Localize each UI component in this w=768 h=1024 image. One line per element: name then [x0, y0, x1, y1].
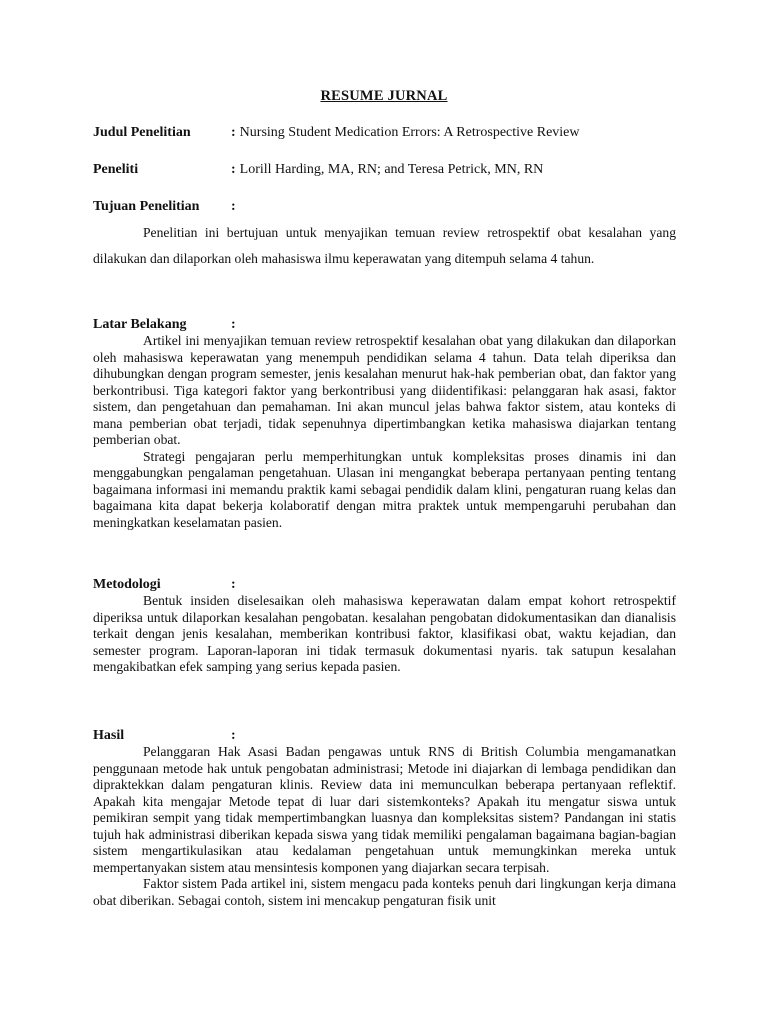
metodologi-text-block: [93, 593, 676, 676]
field-judul-penelitian: [93, 125, 580, 141]
field-value: Nursing Student Medication Errors: A Retrospective Review: [239, 125, 580, 140]
section-colon: :: [231, 317, 236, 332]
hasil-paragraph-1: Pelanggaran Hak Asasi Badan pengawas untuk RNS di British Columbia mengamanatkan penggunaan metode hak untuk pengobatan administrasi; Metode ini diajarkan di lembaga pendidikan dan dipraktekkan dalam pengaturan klinis. Review data ini memunculkan beberapa pertanyaan reflektif. Apakah kita mengajar Metode tepat di luar dari sistemkonteks? Apakah itu mengatur siswa untuk pemikiran sempit yang tidak mempertimbangkan luasnya dan kompleksitas sistem? Pandangan ini statis tujuh hak administrasi diberikan kepada siswa yang tidak memiliki pengalaman bagaimana bagian-bagian sistem mengartikulasikan atau kedalaman pengetahuan untuk memungkinkan mereka untuk mempertanyakan sistem atau mensintesis komponen yang diajarkan secara terpisah.: [93, 744, 676, 875]
metodologi-paragraph-1: Bentuk insiden diselesaikan oleh mahasiswa keperawatan dalam empat kohort retrospektif diperiksa untuk dilaporkan kesalahan pengobatan. kesalahan pengobatan didokumentasikan dan dianalisis terkait dengan jenis kesalahan, memberikan kontribusi faktor, klasifikasi obat, waktu kejadian, dan semester program. Laporan-laporan ini tidak termasuk dokumentasi nyaris. tak satupun kesalahan mengakibatkan efek samping yang serius kepada pasien.: [93, 593, 676, 674]
field-colon: :: [231, 199, 236, 214]
section-label: Metodologi: [93, 577, 161, 592]
section-colon: :: [231, 577, 236, 592]
field-label: Judul Penelitian: [93, 125, 191, 140]
latar-belakang-text-block: [93, 333, 676, 531]
latar-paragraph-2: Strategi pengajaran perlu memperhitungkan untuk kompleksitas proses dinamis ini dan menggabungkan pengalaman pengetahuan. Ulasan ini mengangkat beberapa pertanyaan penting tentang bagaimana informasi ini memandu praktik kami sebagai pendidik dalam klini, pengaturan ruang kelas dan bagaimana kita dapat bekerja kolaboratif dengan mitra praktek untuk mempengaruhi perubahan dan meningkatkan keselamatan pasien.: [93, 448, 676, 530]
tujuan-text-block: [93, 220, 676, 272]
field-tujuan-penelitian: [93, 199, 240, 215]
section-label: Hasil: [93, 728, 125, 743]
latar-paragraph-1: Artikel ini menyajikan temuan review retrospektif kesalahan obat yang dilakukan dan dilaporkan oleh mahasiswa keperawatan yang menempuh pendidikan selama 4 tahun. Data telah diperiksa dan dihubungkan dengan program semester, jenis kesalahan menurut hak-hak pemberian obat, dan faktor yang berkontribusi. Tiga kategori faktor yang berkontribusi yang diidentifikasi: pelanggaran hak asasi, faktor sistem, dan pengetahuan dan pemahaman. Ini akan muncul jelas bahwa faktor sistem, atau konteks di mana pemberian obat terjadi, tidak sepenuhnya dipertimbangkan ketika mahasiswa diajarkan tentang pemberian obat.: [93, 333, 676, 447]
section-heading-hasil: [93, 728, 236, 744]
hasil-paragraph-2: Faktor sistem Pada artikel ini, sistem mengacu pada konteks penuh dari lingkungan kerja dimana obat diberikan. Sebagai contoh, sistem ini mencakup pengaturan fisik unit: [93, 876, 676, 908]
section-colon: :: [231, 728, 236, 743]
hasil-text-block: [93, 744, 676, 909]
field-value: Lorill Harding, MA, RN; and Teresa Petrick, MN, RN: [239, 162, 544, 177]
field-label: Tujuan Penelitian: [93, 199, 200, 214]
section-heading-metodologi: [93, 577, 236, 593]
tujuan-paragraph: Penelitian ini bertujuan untuk menyajikan temuan review retrospektif obat kesalahan yang dilakukan dan dilaporkan oleh mahasiswa ilmu keperawatan yang ditempuh selama 4 tahun.: [93, 225, 676, 266]
document-title: RESUME JURNAL: [320, 88, 448, 104]
section-label: Latar Belakang: [93, 317, 187, 332]
field-colon: :: [231, 125, 236, 140]
field-peneliti: [93, 162, 543, 178]
field-label: Peneliti: [93, 162, 139, 177]
section-heading-latar-belakang: [93, 317, 236, 333]
field-colon: :: [231, 162, 236, 177]
